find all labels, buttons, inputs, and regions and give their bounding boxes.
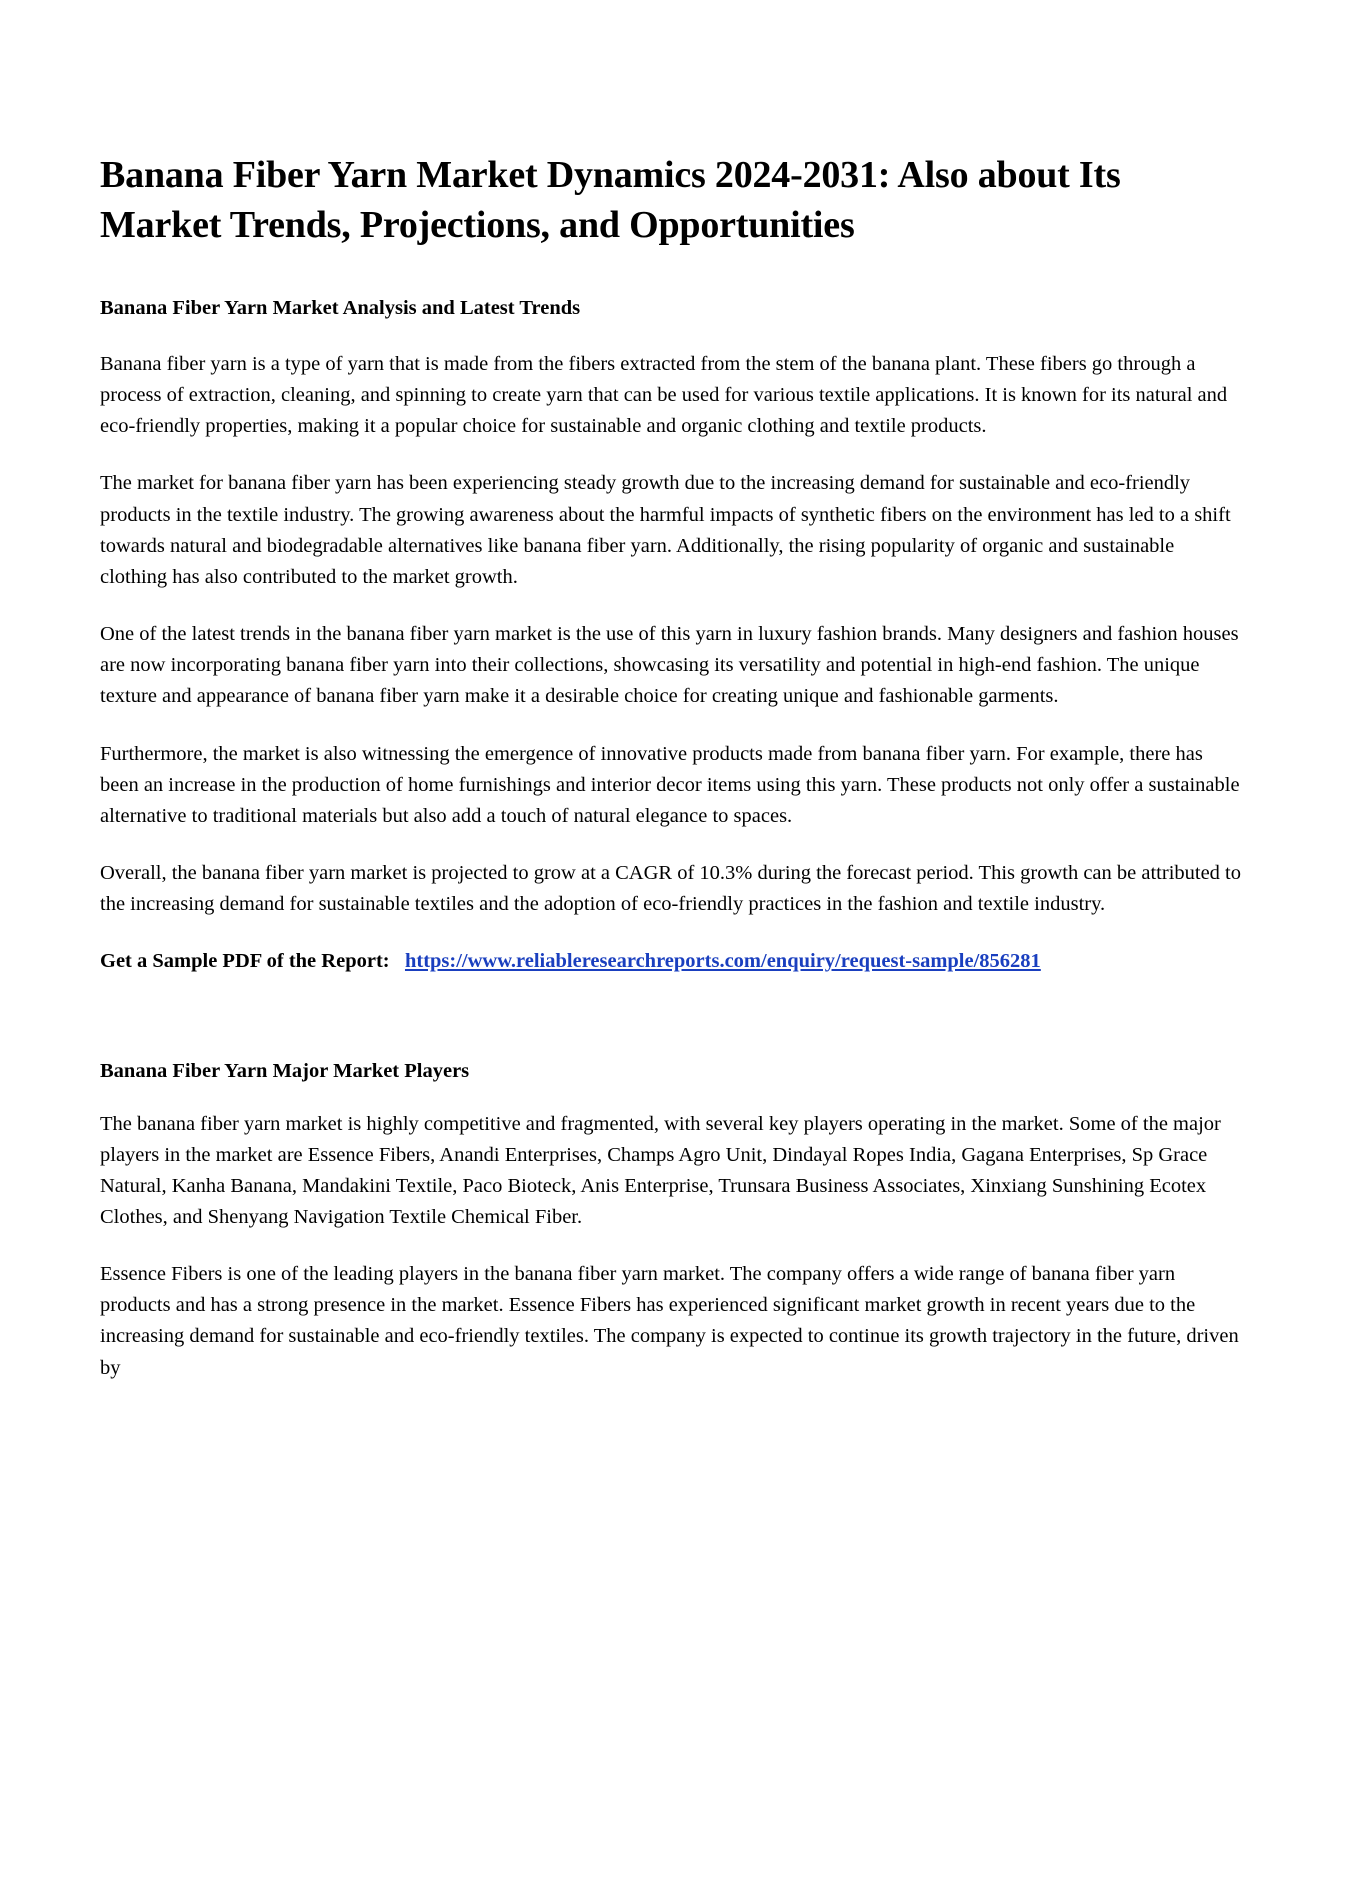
request-sample-link[interactable]: https://www.reliableresearchreports.com/enquiry/request-sample/856281 bbox=[404, 950, 1041, 973]
paragraph-2: The market for banana fiber yarn has been experiencing steady growth due to the increasing demand for sustainable and eco-friendly products in the textile industry. The growing awareness about the harmful impacts of synthetic fibers on the environment has led to a shift towards natural and biodegradable alternatives like banana fiber yarn. Additionally, the rising popularity of organic and sustainable clothing has also contributed to the market growth. bbox=[100, 472, 1231, 588]
paragraph-3: One of the latest trends in the banana fiber yarn market is the use of this yarn in luxury fashion brands. Many designers and fashion houses are now incorporating banana fiber yarn into their collections, showcasing its versatility and potential in high-end fashion. The unique texture and appearance of banana fiber yarn make it a desirable choice for creating unique and fashionable garments. bbox=[100, 623, 1239, 708]
players-paragraph-1: The banana fiber yarn market is highly competitive and fragmented, with several key players operating in the market. Some of the major players in the market are Essence Fibers, Anandi Enterprises, Champs Agro Unit, Dindayal Ropes India, Gagana Enterprises, Sp Grace Natural, Kanha Banana, Mandakini Textile, Paco Bioteck, Anis Enterprise, Trunsara Business Associates, Xinxiang Sunshining Ecotex Clothes, and Shenyang Navigation Textile Chemical Fiber. bbox=[100, 1112, 1221, 1228]
paragraph-5: Overall, the banana fiber yarn market is projected to grow at a CAGR of 10.3% during the forecast period. This growth can be attributed to the increasing demand for sustainable textiles and the adoption of eco-friendly practices in the fashion and textile industry. bbox=[100, 862, 1242, 916]
players-paragraph-2: Essence Fibers is one of the leading players in the banana fiber yarn market. The company offers a wide range of banana fiber yarn products and has a strong presence in the market. Essence Fibers has experienced significant market growth in recent years due to the increasing demand for sustainable and eco-friendly textiles. The company is expected to continue its growth trajectory in the future, driven by bbox=[100, 1263, 1239, 1379]
paragraph-1: Banana fiber yarn is a type of yarn that is made from the fibers extracted from the stem of the banana plant. These fibers go through a process of extraction, cleaning, and spinning to create yarn that can be used for various textile applications. It is known for its natural and eco-friendly properties, making it a popular choice for sustainable and organic clothing and textile products. bbox=[100, 353, 1228, 438]
section-heading-players: Banana Fiber Yarn Major Market Players bbox=[100, 1059, 470, 1082]
section-spacer bbox=[100, 1004, 1245, 1060]
sample-pdf-label: Get a Sample PDF of the Report: bbox=[100, 950, 390, 973]
section-heading-analysis: Banana Fiber Yarn Market Analysis and Latest Trends bbox=[100, 297, 581, 320]
page-title: Banana Fiber Yarn Market Dynamics 2024-2031: Also about Its Market Trends, Projections, and Opportunities bbox=[100, 154, 1121, 247]
sample-pdf-cta bbox=[100, 946, 1245, 977]
paragraph-4: Furthermore, the market is also witnessing the emergence of innovative products made from banana fiber yarn. For example, there has been an increase in the production of home furnishings and interior decor items using this yarn. These products not only offer a sustainable alternative to traditional materials but also add a touch of natural elegance to spaces. bbox=[100, 742, 1240, 827]
